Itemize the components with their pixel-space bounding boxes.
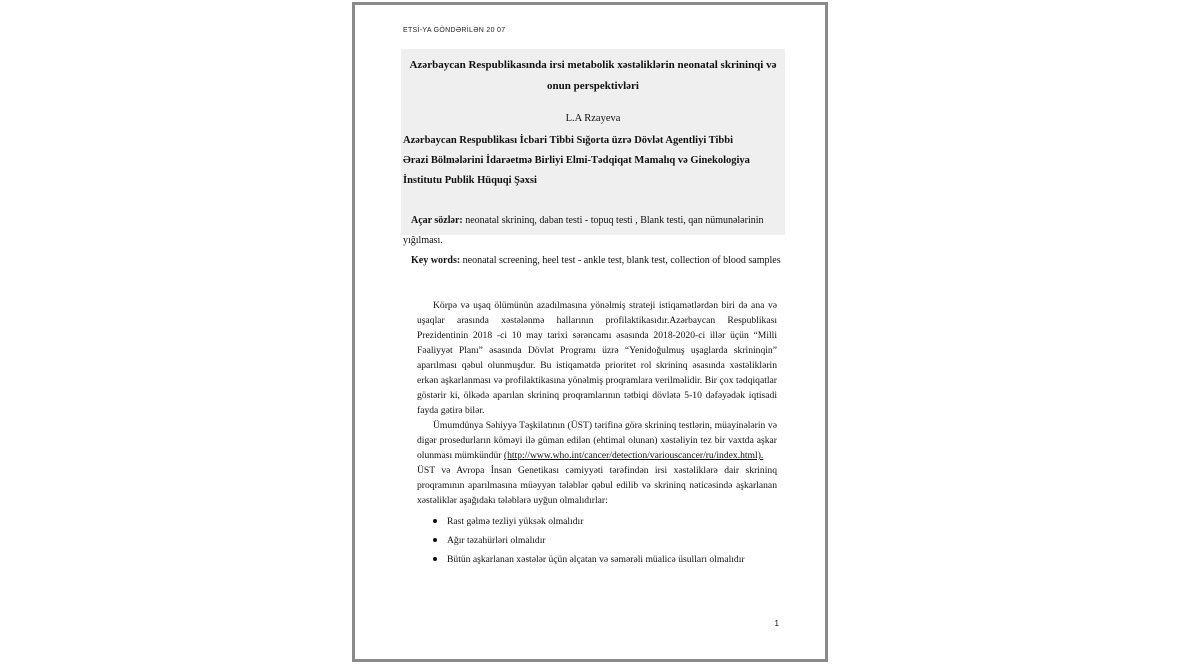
keywords-az-label: Açar sözlər: bbox=[411, 215, 463, 226]
who-link[interactable]: (http://www.who.int/cancer/detection/variouscancer/ru/index.html). bbox=[503, 450, 764, 461]
page-number: 1 bbox=[774, 619, 779, 628]
paragraph-2 bbox=[417, 418, 777, 463]
title-line-1: Azərbaycan Respublikasında irsi metabolik xəstəliklərin neonatal skrininqi və bbox=[409, 59, 777, 71]
list-item-text: Rast gəlmə tezliyi yüksək olmalıdır bbox=[447, 516, 584, 527]
bullet-icon bbox=[433, 557, 437, 561]
keywords-block bbox=[403, 211, 783, 271]
requirements-list bbox=[417, 514, 777, 567]
keywords-en-text: neonatal screening, heel test - ankle test, blank test, collection of blood samples bbox=[460, 255, 781, 266]
document-page bbox=[352, 2, 828, 662]
list-item-text: Bütün aşkarlanan xəstələr üçün əlçatan və səmərəli müalicə üsulları olmalıdır bbox=[447, 554, 745, 565]
list-item bbox=[433, 533, 777, 548]
keywords-az-text: neonatal skrininq, daban testi - topuq testi , Blank testi, qan nümunələrinin yığılması. bbox=[403, 215, 764, 246]
affiliation-line-3: İnstitutu Publik Hüquqi Şəxsi bbox=[403, 175, 537, 186]
keywords-az bbox=[403, 211, 783, 251]
paragraph-3: ÜST və Avropa İnsan Genetikası cəmiyyəti tərəfindən irsi xəstəliklərə dair skrininq proqramının aparılmasına müəyyən tələblər qəbul edilib və skrininq nəticəsində aşkarlanan xəstəliklər aşağıdakı tələblərə uyğun olmalıdırlar: bbox=[417, 465, 777, 506]
bullet-icon bbox=[433, 519, 437, 523]
affiliation-line-1: Azərbaycan Respublikası İcbari Tibbi Sığorta üzrə Dövlət Agentliyi Tibbi bbox=[403, 135, 734, 146]
list-item-text: Ağır təzahürləri olmalıdır bbox=[447, 535, 546, 546]
paragraph-2-text: Ümumdünya Səhiyyə Təşkilatının (ÜST) tərifinə görə skrininq testlərin, müayinələrin və digər prosedurların köməyi ilə güman edilən (ehtimal olunan) xəstəliyin tez bir vaxtda aşkar olunması mümkündür bbox=[417, 420, 777, 461]
document-title bbox=[401, 55, 785, 97]
paragraph-1: Körpə və uşaq ölümünün azadılmasına yönəlmiş strateji istiqamətlərdən biri də ana və uşaqlar arasında xəstələnmə hallarının profilaktikasıdır.Azərbaycan Respublikası Prezidentinin 2018 -ci 10 may tarixi sərəncamı əsasında 2018-2020-ci illər üçün “Milli Fəaliyyət Planı” əsasında Dövlət Programı üzrə “Yenidoğulmuş uşaglarda skrininqin” aparılması qəbul olunmuşdur. Bu istiqamətdə prioritet rol skrininq əsasında xəstəliklərin erkən aşkarlanması və profilaktikasına yönəlmiş proqramlara verilməlidir. Bir çox tədqiqatlar göstərir ki, ölkədə aparılan skrininq proqramlarının tətbiqi dövlətə 5-10 dəfəyədək iqtisadi fayda gətirə bilər. bbox=[417, 300, 777, 416]
list-item bbox=[433, 552, 777, 567]
affiliation-line-2: Ərazi Bölmələrini İdarəetmə Birliyi Elmi-Tədqiqat Mamalıq və Ginekologiya bbox=[403, 155, 750, 166]
bullet-icon bbox=[433, 538, 437, 542]
keywords-en-label: Key words: bbox=[411, 255, 461, 266]
keywords-en bbox=[403, 251, 783, 271]
document-body bbox=[417, 298, 777, 571]
affiliation bbox=[403, 131, 783, 191]
document-header: ETSİ-YA GÖNDƏRİLƏN 20 07 bbox=[403, 27, 506, 34]
list-item bbox=[433, 514, 777, 529]
author-name: L.A Rzayeva bbox=[565, 113, 621, 124]
title-line-2: onun perspektivləri bbox=[547, 80, 639, 92]
